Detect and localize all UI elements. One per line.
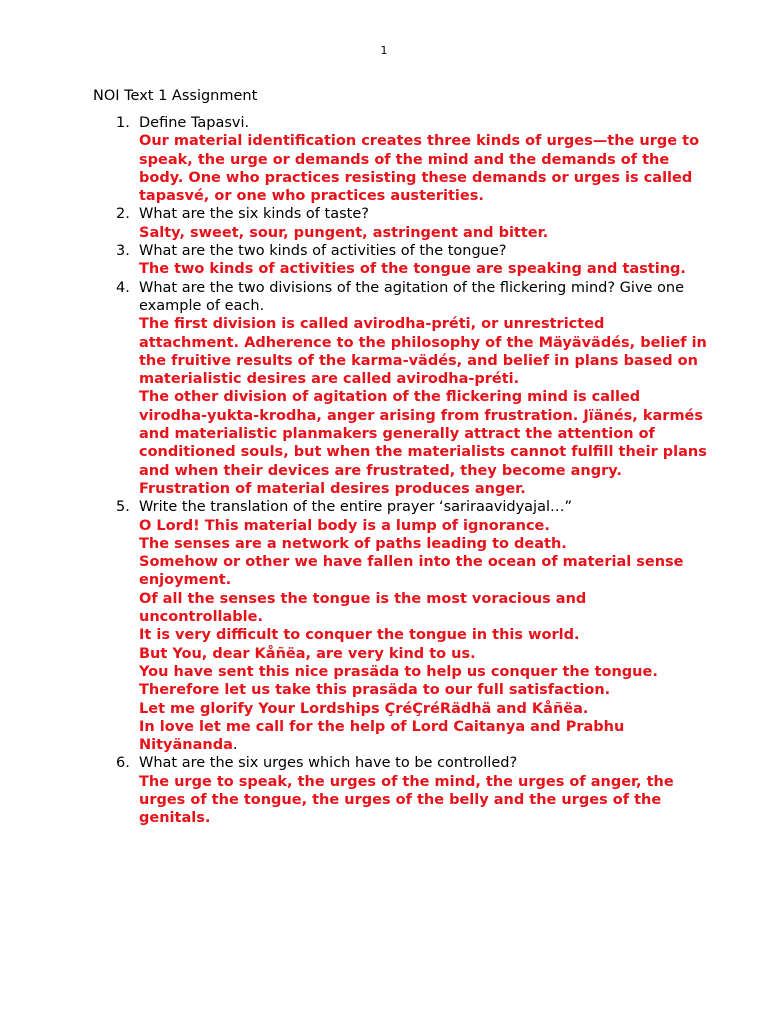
trailing-period: .: [232, 737, 238, 754]
item-number: 6.: [116, 755, 130, 772]
prayer-line: The senses are a network of paths leading to death.: [139, 535, 567, 552]
question-text: Define Tapasvi.: [139, 115, 250, 131]
answer-text: The urge to speak, the urges of the mind, the urges of anger, the urges of the tongue, the urges of the belly and the urges of the genitals.: [139, 773, 674, 827]
item-number: 2.: [116, 206, 130, 223]
question-list: [0, 114, 768, 828]
item-number: 4.: [116, 279, 130, 296]
list-item: [0, 242, 768, 279]
answer-text: Our material identification creates three kinds of urges—the urge to speak, the urge or demands of the mind and the demands of the body. One who practices resisting these demands or urges is called tapasvé, or one who practices austerities.: [139, 133, 700, 205]
prayer-line: Somehow or other we have fallen into the ocean of material sense enjoyment.: [139, 554, 684, 589]
item-number: 3.: [116, 243, 130, 260]
list-item: [0, 114, 768, 205]
prayer-line: It is very difficult to conquer the tongue in this world.: [139, 627, 580, 644]
prayer-line: Let me glorify Your Lordships ÇréÇréRädhä and Kåñëa.: [139, 700, 589, 717]
prayer-line: O Lord! This material body is a lump of ignorance.: [139, 517, 550, 534]
page-number: 1: [380, 44, 388, 57]
prayer-line-last: [139, 718, 708, 755]
question-text: What are the two divisions of the agitation of the flickering mind? Give one example of each.: [139, 279, 685, 314]
question-text: What are the six urges which have to be controlled?: [139, 755, 518, 772]
list-item: [0, 205, 768, 242]
answer-text: The first division is called avirodha-préti, or unrestricted attachment. Adherence to the philosophy of the Mäyävädés, belief in the fruitive results of the karma-vädés, and belief in plans based on materialistic desires are called avirodha-préti.: [139, 316, 707, 388]
answer-text: Salty, sweet, sour, pungent, astringent and bitter.: [139, 224, 549, 241]
question-text: What are the six kinds of taste?: [139, 206, 369, 223]
prayer-line: But You, dear Kåñëa, are very kind to us.: [139, 645, 476, 662]
prayer-line: You have sent this nice prasäda to help us conquer the tongue.: [139, 663, 658, 680]
question-text: What are the two kinds of activities of the tongue?: [139, 243, 507, 260]
list-item: [0, 279, 768, 499]
prayer-line: Therefore let us take this prasäda to our full satisfaction.: [139, 682, 611, 699]
document-title: NOI Text 1 Assignment: [93, 88, 258, 104]
list-item: [0, 498, 768, 754]
item-number: 1.: [116, 115, 130, 131]
list-item: [0, 754, 768, 827]
answer-text: The other division of agitation of the flickering mind is called virodha-yukta-krodha, anger arising from frustration. Jïänés, karmés and materialistic planmakers generally attract the attention of conditioned souls, but when the materialists cannot fulfill their plans and when their devices are frustrated, they become angry. Frustration of material desires produces anger.: [139, 389, 707, 497]
prayer-line: Of all the senses the tongue is the most voracious and uncontrollable.: [139, 590, 587, 626]
question-text: Write the translation of the entire prayer ‘sariraavidyajal…”: [139, 499, 572, 516]
answer-text: The two kinds of activities of the tongue are speaking and tasting.: [139, 261, 686, 278]
item-number: 5.: [116, 499, 130, 516]
prayer-line-text: In love let me call for the help of Lord Caitanya and Prabhu Nityänanda: [139, 718, 625, 754]
